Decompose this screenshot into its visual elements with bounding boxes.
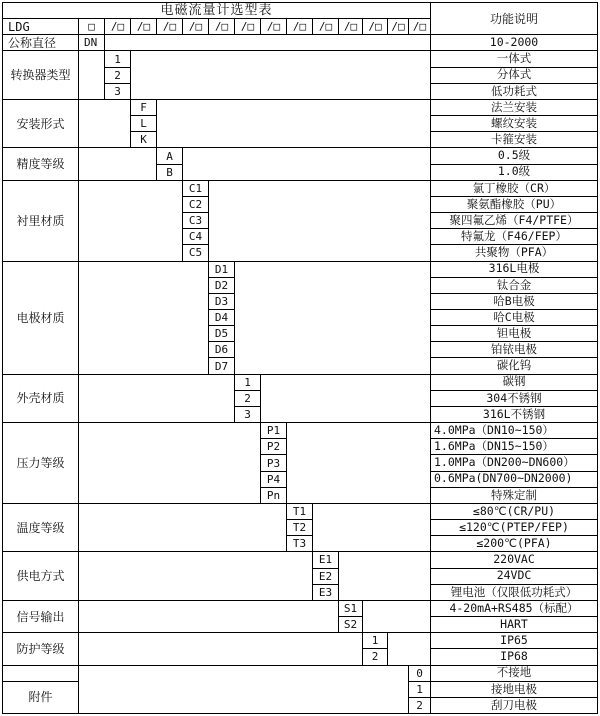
model-slot: /□ bbox=[209, 19, 235, 35]
pressure-rating-desc: 1.6MPa（DN15~150） bbox=[431, 439, 598, 455]
model-slot: /□ bbox=[235, 19, 261, 35]
model-digit-box: □ bbox=[79, 19, 105, 35]
pressure-rating-desc: 1.0MPa（DN200~DN600） bbox=[431, 455, 598, 471]
protection-rating-code: 2 bbox=[363, 649, 388, 665]
electrode-material-desc: 316L电极 bbox=[431, 262, 598, 278]
accuracy-class-desc: 1.0级 bbox=[431, 165, 598, 181]
filler bbox=[79, 423, 261, 504]
accessories-desc: 刮刀电极 bbox=[431, 698, 598, 714]
temperature-rating-desc: ≤120℃(PTEP/FEP) bbox=[431, 520, 598, 536]
accuracy-class-code: B bbox=[157, 165, 183, 181]
temperature-rating-desc: ≤200℃(PFA) bbox=[431, 536, 598, 552]
electrode-material-desc: 哈B电极 bbox=[431, 294, 598, 310]
model-slot: /□ bbox=[261, 19, 287, 35]
liner-material-desc: 共聚物（PFA） bbox=[431, 245, 598, 261]
converter-type-desc: 分体式 bbox=[431, 68, 598, 84]
filler bbox=[105, 35, 431, 51]
housing-material-code: 3 bbox=[235, 407, 261, 423]
installation-type-desc: 螺纹安装 bbox=[431, 116, 598, 132]
model-slot: /□ bbox=[287, 19, 313, 35]
protection-rating-label: 防护等级 bbox=[3, 633, 79, 665]
nominal-diameter-desc: 10-2000 bbox=[431, 35, 598, 51]
protection-rating-desc: IP68 bbox=[431, 649, 598, 665]
liner-material-code: C2 bbox=[183, 197, 209, 213]
electrode-material-desc: 钛合金 bbox=[431, 278, 598, 294]
filler bbox=[183, 148, 431, 180]
selection-table bbox=[2, 2, 598, 714]
electrode-material-code: D4 bbox=[209, 310, 235, 326]
housing-material-desc: 碳钢 bbox=[431, 375, 598, 391]
liner-material-code: C1 bbox=[183, 181, 209, 197]
filler bbox=[157, 100, 431, 148]
filler bbox=[79, 181, 183, 262]
housing-material-code: 2 bbox=[235, 391, 261, 407]
filler bbox=[79, 666, 409, 714]
filler bbox=[79, 148, 157, 180]
accessories-label-spacer bbox=[3, 666, 79, 682]
protection-rating-code: 1 bbox=[363, 633, 388, 649]
model-slot: /□ bbox=[183, 19, 209, 35]
function-column-header: 功能说明 bbox=[431, 3, 598, 35]
liner-material-desc: 特氟龙（F46/FEP） bbox=[431, 229, 598, 245]
nominal-diameter-code: DN bbox=[79, 35, 105, 51]
filler bbox=[79, 504, 287, 552]
model-slot: /□ bbox=[313, 19, 339, 35]
pressure-rating-code: Pn bbox=[261, 488, 287, 504]
liner-material-desc: 聚四氟乙烯（F4/PTFE） bbox=[431, 213, 598, 229]
accessories-label: 附件 bbox=[3, 682, 79, 714]
power-supply-code: E2 bbox=[313, 569, 339, 585]
model-slot: /□ bbox=[105, 19, 131, 35]
liner-material-code: C4 bbox=[183, 229, 209, 245]
power-supply-code: E3 bbox=[313, 585, 339, 601]
converter-type-desc: 低功耗式 bbox=[431, 84, 598, 100]
electrode-material-code: D1 bbox=[209, 262, 235, 278]
temperature-rating-desc: ≤80℃(CR/PU) bbox=[431, 504, 598, 520]
power-supply-desc: 锂电池（仅限低功耗式） bbox=[431, 585, 598, 601]
filler bbox=[388, 633, 431, 665]
signal-output-desc: 4-20mA+RS485（标配） bbox=[431, 601, 598, 617]
filler bbox=[79, 51, 105, 99]
model-prefix: LDG bbox=[3, 19, 79, 35]
installation-type-desc: 卡箍安装 bbox=[431, 132, 598, 148]
accessories-code: 0 bbox=[409, 666, 431, 682]
converter-type-code: 3 bbox=[105, 84, 131, 100]
housing-material-code: 1 bbox=[235, 375, 261, 391]
signal-output-code: S2 bbox=[339, 617, 363, 633]
model-slot: /□ bbox=[363, 19, 388, 35]
installation-type-label: 安装形式 bbox=[3, 100, 79, 148]
pressure-rating-desc: 特殊定制 bbox=[431, 488, 598, 504]
installation-type-desc: 法兰安装 bbox=[431, 100, 598, 116]
pressure-rating-code: P1 bbox=[261, 423, 287, 439]
pressure-rating-code: P2 bbox=[261, 439, 287, 455]
signal-output-code: S1 bbox=[339, 601, 363, 617]
electrode-material-desc: 钽电极 bbox=[431, 326, 598, 342]
liner-material-desc: 聚氨酯橡胶（PU） bbox=[431, 197, 598, 213]
filler bbox=[79, 375, 235, 423]
pressure-rating-label: 压力等级 bbox=[3, 423, 79, 504]
model-slot: /□ bbox=[131, 19, 157, 35]
installation-type-code: L bbox=[131, 116, 157, 132]
power-supply-desc: 24VDC bbox=[431, 569, 598, 585]
filler bbox=[313, 504, 431, 552]
power-supply-desc: 220VAC bbox=[431, 552, 598, 568]
electrode-material-desc: 铂铱电极 bbox=[431, 342, 598, 358]
power-supply-label: 供电方式 bbox=[3, 552, 79, 600]
filler bbox=[79, 633, 363, 665]
electrode-material-desc: 碳化钨 bbox=[431, 358, 598, 374]
filler bbox=[287, 423, 431, 504]
accessories-code: 1 bbox=[409, 682, 431, 698]
electrode-material-code: D7 bbox=[209, 358, 235, 374]
filler bbox=[209, 181, 431, 262]
filler bbox=[79, 601, 339, 633]
accuracy-class-desc: 0.5级 bbox=[431, 148, 598, 164]
model-slot: /□ bbox=[157, 19, 183, 35]
electrode-material-desc: 哈C电极 bbox=[431, 310, 598, 326]
filler bbox=[261, 375, 431, 423]
liner-material-code: C3 bbox=[183, 213, 209, 229]
liner-material-label: 衬里材质 bbox=[3, 181, 79, 262]
electrode-material-label: 电极材质 bbox=[3, 262, 79, 375]
nominal-diameter-label: 公称直径 bbox=[3, 35, 79, 51]
electrode-material-code: D5 bbox=[209, 326, 235, 342]
temperature-rating-code: T3 bbox=[287, 536, 313, 552]
accuracy-class-label: 精度等级 bbox=[3, 148, 79, 180]
filler bbox=[79, 100, 131, 148]
filler bbox=[79, 552, 313, 600]
filler bbox=[339, 552, 431, 600]
housing-material-desc: 304不锈钢 bbox=[431, 391, 598, 407]
model-slot: /□ bbox=[388, 19, 409, 35]
electrode-material-code: D3 bbox=[209, 294, 235, 310]
accuracy-class-code: A bbox=[157, 148, 183, 164]
temperature-rating-code: T1 bbox=[287, 504, 313, 520]
filler bbox=[79, 262, 209, 375]
filler bbox=[235, 262, 431, 375]
model-slot: /□ bbox=[409, 19, 431, 35]
accessories-desc: 不接地 bbox=[431, 666, 598, 682]
housing-material-label: 外壳材质 bbox=[3, 375, 79, 423]
liner-material-desc: 氯丁橡胶（CR） bbox=[431, 181, 598, 197]
pressure-rating-code: P4 bbox=[261, 472, 287, 488]
installation-type-code: F bbox=[131, 100, 157, 116]
temperature-rating-label: 温度等级 bbox=[3, 504, 79, 552]
pressure-rating-desc: 0.6MPa(DN700~DN2000) bbox=[431, 472, 598, 488]
converter-type-code: 2 bbox=[105, 68, 131, 84]
filler bbox=[131, 51, 431, 99]
model-slot: /□ bbox=[339, 19, 363, 35]
housing-material-desc: 316L不锈钢 bbox=[431, 407, 598, 423]
electrode-material-code: D2 bbox=[209, 278, 235, 294]
electrode-material-code: D6 bbox=[209, 342, 235, 358]
converter-type-code: 1 bbox=[105, 51, 131, 67]
accessories-desc: 接地电极 bbox=[431, 682, 598, 698]
filler bbox=[363, 601, 431, 633]
temperature-rating-code: T2 bbox=[287, 520, 313, 536]
pressure-rating-desc: 4.0MPa（DN10~150） bbox=[431, 423, 598, 439]
power-supply-code: E1 bbox=[313, 552, 339, 568]
pressure-rating-code: P3 bbox=[261, 455, 287, 471]
accessories-code: 2 bbox=[409, 698, 431, 714]
converter-type-desc: 一体式 bbox=[431, 51, 598, 67]
table-title: 电磁流量计选型表 bbox=[3, 3, 431, 19]
converter-type-label: 转换器类型 bbox=[3, 51, 79, 99]
signal-output-desc: HART bbox=[431, 617, 598, 633]
protection-rating-desc: IP65 bbox=[431, 633, 598, 649]
installation-type-code: K bbox=[131, 132, 157, 148]
liner-material-code: C5 bbox=[183, 245, 209, 261]
signal-output-label: 信号输出 bbox=[3, 601, 79, 633]
